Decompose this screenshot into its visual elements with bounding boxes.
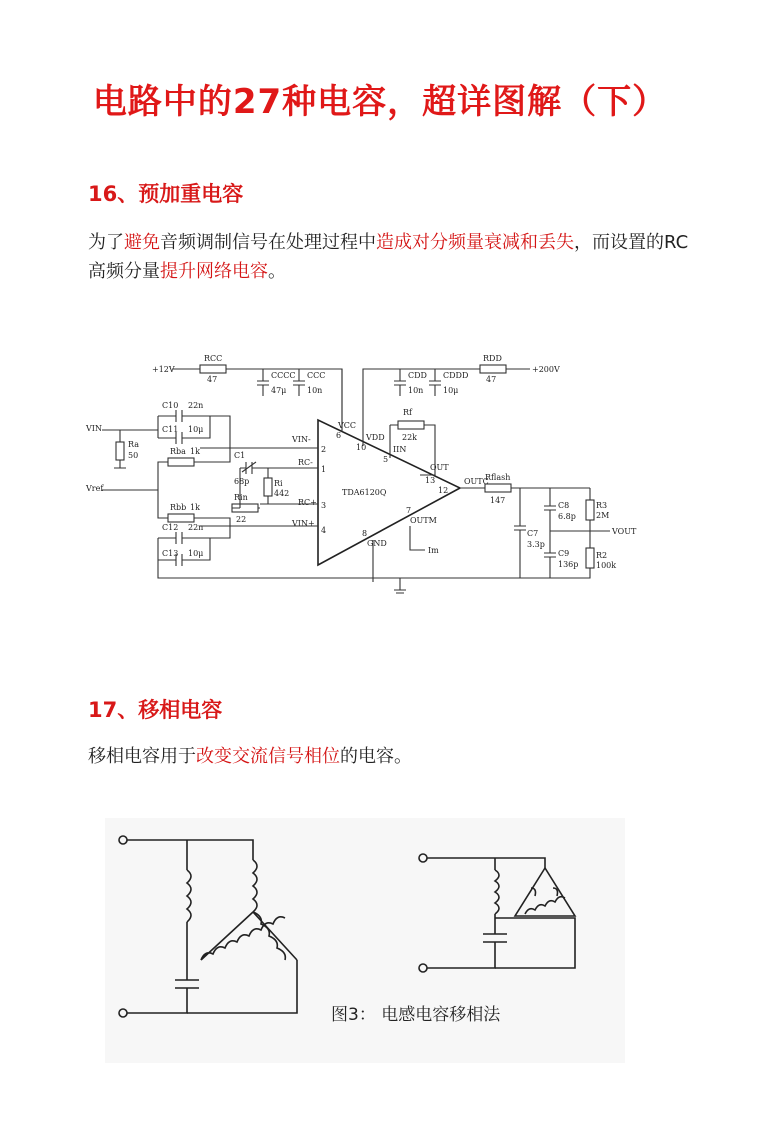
- svg-text:Rba: Rba: [170, 447, 186, 456]
- svg-text:10μ: 10μ: [188, 425, 204, 434]
- svg-text:C9: C9: [558, 549, 570, 558]
- svg-text:147: 147: [490, 496, 506, 505]
- supply-left: [152, 354, 342, 430]
- svg-text:VIN+: VIN+: [292, 519, 315, 528]
- svg-text:CCCC: CCCC: [271, 371, 296, 380]
- svg-text:C13: C13: [162, 549, 179, 558]
- svg-text:Vref: Vref: [86, 484, 104, 493]
- svg-text:47: 47: [207, 375, 218, 384]
- section-16-paragraph: [88, 228, 698, 286]
- svg-text:1: 1: [321, 465, 327, 474]
- svg-text:50: 50: [128, 451, 139, 460]
- phase-shift-diagram: [105, 818, 625, 1063]
- highlight-text: 造成对分频量衰减和丢失: [376, 232, 574, 253]
- highlight-text: 提升网络电容: [160, 261, 268, 282]
- svg-text:4: 4: [321, 526, 327, 535]
- svg-text:+200V: +200V: [532, 365, 560, 374]
- svg-text:OUTM: OUTM: [410, 516, 437, 525]
- svg-text:CDDD: CDDD: [443, 371, 469, 380]
- svg-text:12: 12: [438, 486, 449, 495]
- svg-text:IIN: IIN: [393, 445, 407, 454]
- svg-text:C11: C11: [162, 425, 179, 434]
- svg-text:Ra: Ra: [128, 440, 139, 449]
- svg-text:TDA6120Q: TDA6120Q: [342, 488, 387, 497]
- highlight-text: 改变交流信号相位: [196, 746, 340, 767]
- svg-text:442: 442: [274, 489, 290, 498]
- svg-text:22n: 22n: [188, 523, 204, 532]
- paragraph-text: 的电容。: [340, 746, 412, 767]
- svg-text:OUT: OUT: [430, 463, 449, 472]
- svg-text:CDD: CDD: [408, 371, 427, 380]
- figure-caption: 图3： 电感电容移相法: [331, 1005, 501, 1025]
- svg-text:RC-: RC-: [298, 458, 313, 467]
- svg-text:100k: 100k: [596, 561, 617, 570]
- svg-text:6.8p: 6.8p: [558, 512, 576, 521]
- paragraph-text: 移相电容用于: [88, 746, 196, 767]
- page-title: 电路中的27种电容，超详图解（下）: [92, 82, 668, 122]
- highlight-text: 避免: [124, 232, 160, 253]
- svg-text:VCC: VCC: [338, 421, 357, 430]
- preemphasis-schematic: [80, 350, 640, 610]
- tda6120q-ic: [200, 369, 489, 582]
- svg-text:R2: R2: [596, 551, 608, 560]
- svg-text:1k: 1k: [190, 503, 200, 512]
- svg-text:13: 13: [425, 476, 436, 485]
- svg-text:47μ: 47μ: [271, 386, 287, 395]
- svg-text:3.3p: 3.3p: [527, 540, 545, 549]
- svg-text:VOUT: VOUT: [612, 527, 637, 536]
- svg-text:CCC: CCC: [307, 371, 326, 380]
- svg-text:VIN: VIN: [86, 424, 102, 433]
- paragraph-text: 音频调制信号在处理过程中: [160, 232, 376, 253]
- paragraph-text: ，而设置的RC高频分量: [88, 232, 689, 282]
- svg-text:1k: 1k: [190, 447, 200, 456]
- input-network: [85, 401, 230, 566]
- svg-text:Rin: Rin: [234, 493, 248, 502]
- paragraph-text: 。: [268, 261, 286, 282]
- svg-text:VDD: VDD: [366, 433, 385, 442]
- svg-text:22: 22: [236, 515, 247, 524]
- svg-text:10: 10: [356, 443, 367, 452]
- svg-text:R3: R3: [596, 501, 608, 510]
- svg-text:7: 7: [406, 506, 412, 515]
- svg-text:Ri: Ri: [274, 479, 283, 488]
- svg-text:136p: 136p: [558, 560, 579, 569]
- svg-text:Rbb: Rbb: [170, 503, 187, 512]
- svg-text:OUTC: OUTC: [464, 477, 489, 486]
- svg-text:Rflash: Rflash: [485, 473, 511, 482]
- svg-text:5: 5: [383, 455, 389, 464]
- svg-text:68p: 68p: [234, 477, 250, 486]
- svg-text:47: 47: [486, 375, 497, 384]
- svg-text:6: 6: [336, 431, 342, 440]
- svg-text:C7: C7: [527, 529, 539, 538]
- svg-text:C10: C10: [162, 401, 179, 410]
- svg-text:Im: Im: [428, 546, 439, 555]
- svg-text:2: 2: [321, 445, 327, 454]
- svg-text:22k: 22k: [402, 433, 418, 442]
- section-17-heading: 17、移相电容: [88, 698, 223, 722]
- svg-text:22n: 22n: [188, 401, 204, 410]
- svg-text:C8: C8: [558, 501, 570, 510]
- svg-text:3: 3: [321, 501, 327, 510]
- svg-text:Rf: Rf: [403, 408, 412, 417]
- section-17-paragraph: [88, 742, 698, 771]
- section-16-heading: 16、预加重电容: [88, 182, 244, 206]
- svg-text:RC+: RC+: [298, 498, 317, 507]
- svg-text:RCC: RCC: [204, 354, 223, 363]
- svg-text:10n: 10n: [408, 386, 424, 395]
- svg-text:C12: C12: [162, 523, 179, 532]
- svg-text:C1: C1: [234, 451, 246, 460]
- svg-text:VIN-: VIN-: [292, 435, 311, 444]
- svg-text:10n: 10n: [307, 386, 323, 395]
- svg-text:+12V: +12V: [152, 365, 175, 374]
- svg-text:10μ: 10μ: [188, 549, 204, 558]
- svg-text:RDD: RDD: [483, 354, 502, 363]
- svg-text:GND: GND: [367, 539, 387, 548]
- svg-text:10μ: 10μ: [443, 386, 459, 395]
- svg-text:2M: 2M: [596, 511, 610, 520]
- supply-right: [363, 354, 560, 430]
- svg-text:8: 8: [362, 529, 368, 538]
- paragraph-text: 为了: [88, 232, 124, 253]
- rc-network: [232, 451, 289, 524]
